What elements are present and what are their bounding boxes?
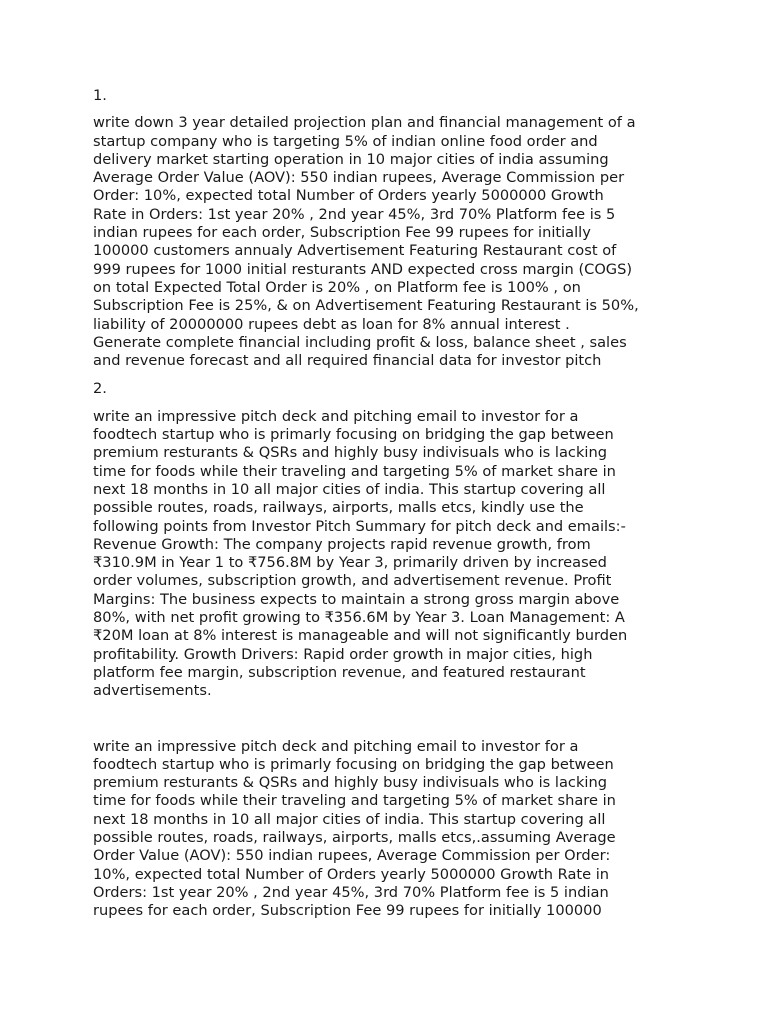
item-1-number: 1. (93, 87, 107, 104)
item-1-text: write down 3 year detailed projection plan and financial management of a startup company who is targeting 5% of indian online food order and delivery market starting operation in 10 major cities of india assuming Average Order Value (AOV): 550 indian rupees, Average Commission per Order: 10%, expected total Number of Orders yearly 5000000 Growth Rate in Orders: 1st year 20% , 2nd year 45%, 3rd 70% Platform fee is 5 indian rupees for each order, Subscription Fee 99 rupees for initially 100000 customers annualy Advertisement Featuring Restaurant cost of 999 rupees for 1000 initial resturants AND expected cross margin (COGS) on total Expected Total Order is 20% , on Platform fee is 100% , on Subscription Fee is 25%, & on Advertisement Featuring Restaurant is 50%, liability of 20000000 rupees debt as loan for 8% annual interest . Generate complete financial including profit & loss, balance sheet , sales and revenue forecast and all required financial data for investor pitch (93, 114, 639, 370)
item-2-number: 2. (93, 380, 107, 398)
item-2-text: write an impressive pitch deck and pitching email to investor for a foodtech startup who is primarly focusing on bridging the gap between premium resturants & QSRs and highly busy indivisuals who is lacking time for foods while their traveling and targeting 5% of market share in next 18 months in 10 all major cities of india. This startup covering all possible routes, roads, railways, airports, malls etcs, kindly use the following points from Investor Pitch Summary for pitch deck and emails:- Revenue Growth: The company projects rapid revenue growth, from ₹310.9M in Year 1 to ₹756.8M by Year 3, primarily driven by increased order volumes, subscription growth, and advertisement revenue. Profit Margins: The business expects to maintain a strong gross margin above 80%, with net profit growing to ₹356.6M by Year 3. Loan Management: A ₹20M loan at 8% interest is manageable and will not significantly burden profitability. Growth Drivers: Rapid order growth in major cities, high platform fee margin, subscription revenue, and featured restaurant advertisements. (93, 407, 628, 700)
item-3-text: write an impressive pitch deck and pitching email to investor for a foodtech startup who is primarly focusing on bridging the gap between premium resturants & QSRs and highly busy indivisuals who is lacking time for foods while their traveling and targeting 5% of market share in next 18 months in 10 all major cities of india. This startup covering all possible routes, roads, railways, airports, malls etcs,.assuming Average Order Value (AOV): 550 indian rupees, Average Commission per Order: 10%, expected total Number of Orders yearly 5000000 Growth Rate in Orders: 1st year 20% , 2nd year 45%, 3rd 70% Platform fee is 5 indian rupees for each order, Subscription Fee 99 rupees for initially 100000 (93, 737, 616, 920)
document-page (93, 87, 683, 930)
paragraph-spacer (93, 711, 683, 738)
